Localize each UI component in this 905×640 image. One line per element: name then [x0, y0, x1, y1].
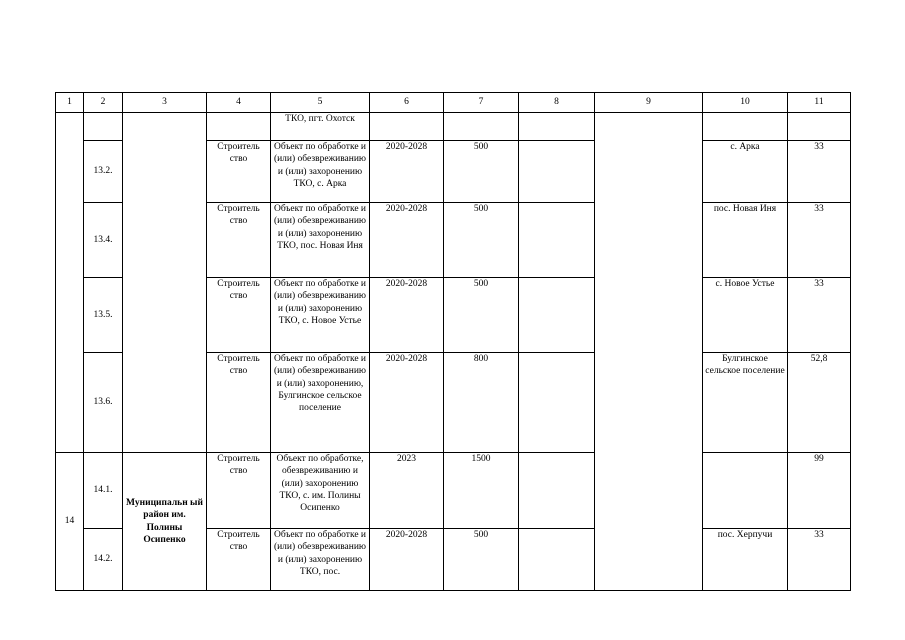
- header-cell: 2: [84, 93, 123, 113]
- table-row: [56, 453, 851, 529]
- code-cell: 14.1.: [84, 453, 123, 529]
- capacity-cell: 500: [444, 141, 519, 203]
- col8-cell: [519, 141, 595, 203]
- location-cell: [703, 113, 788, 141]
- value-cell: 33: [788, 203, 851, 278]
- period-cell: 2020-2028: [370, 278, 444, 353]
- type-cell: Строитель ство: [207, 278, 271, 353]
- object-cell: Объект по обработке и (или) обезвреживанию и (или) захоронению ТКО, пос. Новая Иня: [271, 203, 370, 278]
- code-cell: [84, 113, 123, 141]
- header-cell: 3: [123, 93, 207, 113]
- row-number-cell: 14: [56, 453, 84, 591]
- header-row: [56, 93, 851, 113]
- location-cell: с. Новое Устье: [703, 278, 788, 353]
- type-cell: Строитель ство: [207, 353, 271, 453]
- municipality-cell: [123, 113, 207, 453]
- object-cell: Объект по обработке и (или) обезвреживанию и (или) захоронению, Булгинское сельское поселение: [271, 353, 370, 453]
- object-cell: ТКО, пгт. Охотск: [271, 113, 370, 141]
- value-cell: 52,8: [788, 353, 851, 453]
- col8-cell: [519, 203, 595, 278]
- col8-cell: [519, 529, 595, 591]
- header-cell: 6: [370, 93, 444, 113]
- code-cell: 13.6.: [84, 353, 123, 453]
- value-cell: 33: [788, 529, 851, 591]
- col8-cell: [519, 453, 595, 529]
- type-cell: [207, 113, 271, 141]
- period-cell: 2020-2028: [370, 353, 444, 453]
- value-cell: 33: [788, 141, 851, 203]
- col8-cell: [519, 113, 595, 141]
- value-cell: 99: [788, 453, 851, 529]
- object-cell: Объект по обработке, обезвреживанию и (или) захоронению ТКО, с. им. Полины Осипенко: [271, 453, 370, 529]
- value-cell: 33: [788, 278, 851, 353]
- period-cell: 2020-2028: [370, 141, 444, 203]
- period-cell: 2020-2028: [370, 529, 444, 591]
- location-cell: пос. Новая Иня: [703, 203, 788, 278]
- code-cell: 13.2.: [84, 141, 123, 203]
- period-cell: [370, 113, 444, 141]
- location-cell: [703, 453, 788, 529]
- header-cell: 8: [519, 93, 595, 113]
- header-cell: 4: [207, 93, 271, 113]
- header-cell: 5: [271, 93, 370, 113]
- type-cell: Строитель ство: [207, 529, 271, 591]
- header-cell: 1: [56, 93, 84, 113]
- capacity-cell: [444, 113, 519, 141]
- row-number-cell: [56, 113, 84, 453]
- col9-cell: [595, 113, 703, 591]
- value-cell: [788, 113, 851, 141]
- capacity-cell: 500: [444, 529, 519, 591]
- object-cell: Объект по обработке и (или) обезвреживанию и (или) захоронению ТКО, пос.: [271, 529, 370, 591]
- header-cell: 11: [788, 93, 851, 113]
- type-cell: Строитель ство: [207, 203, 271, 278]
- col8-cell: [519, 353, 595, 453]
- code-cell: 14.2.: [84, 529, 123, 591]
- location-cell: Булгинское сельское поселение: [703, 353, 788, 453]
- municipality-cell: Муниципальн ый район им. Полины Осипенко: [123, 453, 207, 591]
- period-cell: 2023: [370, 453, 444, 529]
- header-cell: 9: [595, 93, 703, 113]
- document-table: [55, 92, 851, 591]
- col8-cell: [519, 278, 595, 353]
- header-cell: 7: [444, 93, 519, 113]
- type-cell: Строитель ство: [207, 453, 271, 529]
- location-cell: пос. Херпучи: [703, 529, 788, 591]
- table-row: [56, 113, 851, 141]
- capacity-cell: 500: [444, 278, 519, 353]
- capacity-cell: 800: [444, 353, 519, 453]
- location-cell: с. Арка: [703, 141, 788, 203]
- object-cell: Объект по обработке и (или) обезвреживанию и (или) захоронению ТКО, с. Арка: [271, 141, 370, 203]
- capacity-cell: 1500: [444, 453, 519, 529]
- period-cell: 2020-2028: [370, 203, 444, 278]
- code-cell: 13.5.: [84, 278, 123, 353]
- header-cell: 10: [703, 93, 788, 113]
- object-cell: Объект по обработке и (или) обезвреживанию и (или) захоронению ТКО, с. Новое Устье: [271, 278, 370, 353]
- code-cell: 13.4.: [84, 203, 123, 278]
- capacity-cell: 500: [444, 203, 519, 278]
- type-cell: Строитель ство: [207, 141, 271, 203]
